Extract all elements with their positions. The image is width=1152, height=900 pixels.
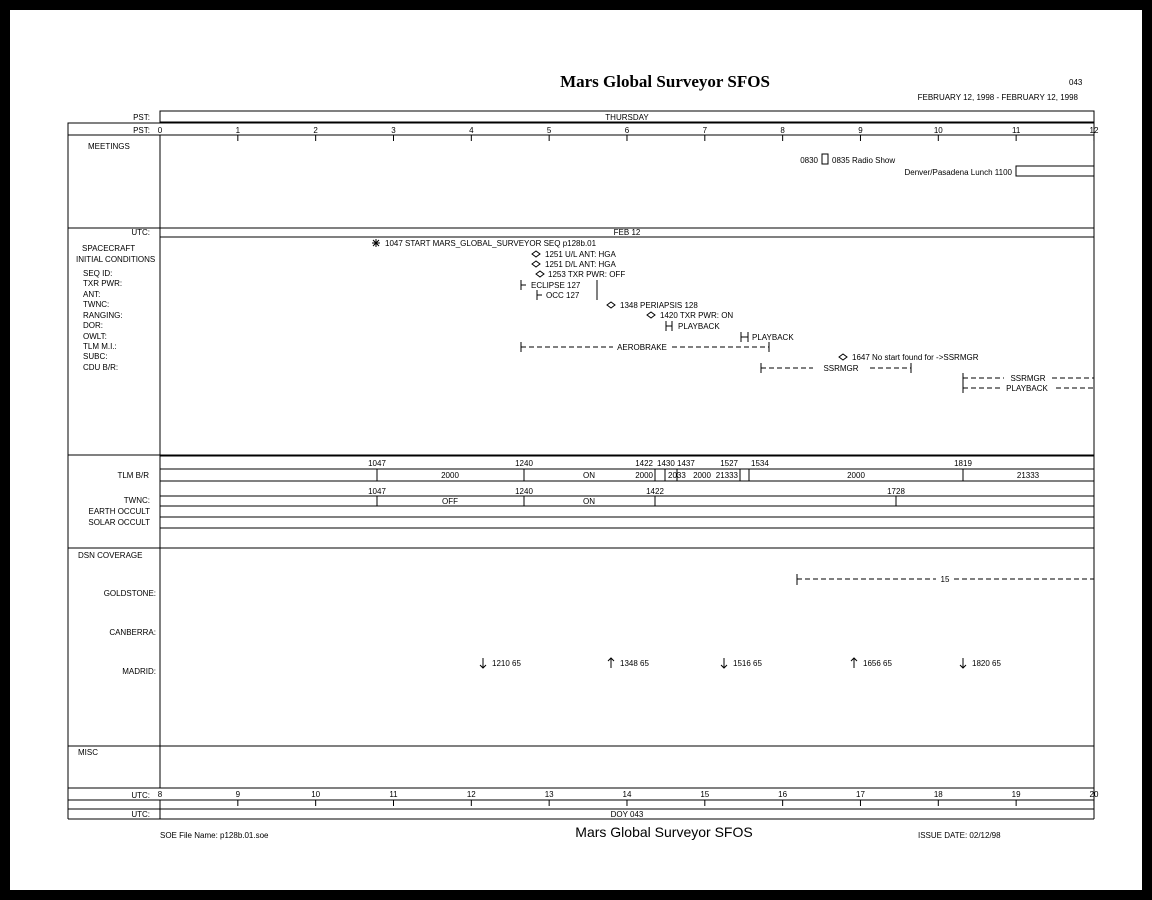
interval-label: SSRMGR (1010, 374, 1046, 383)
tlm-value: 2000 (441, 471, 459, 480)
event-text: 1647 No start found for ->SSRMGR (852, 353, 979, 362)
pst-day-value: THURSDAY (605, 113, 649, 122)
tlm-time: 1422 (635, 459, 653, 468)
madrid-event: 1656 65 (863, 659, 892, 668)
event-start-seq: 1047 START MARS_GLOBAL_SURVEYOR SEQ p128b.01 (385, 239, 597, 248)
pst-tick-label: 2 (313, 126, 318, 135)
tlm-value: 2000 (635, 471, 653, 480)
date-range: FEBRUARY 12, 1998 - FEBRUARY 12, 1998 (917, 93, 1078, 102)
pst-tick-label: 8 (780, 126, 785, 135)
utc-tick-label: 10 (311, 790, 321, 799)
madrid-event: 1348 65 (620, 659, 649, 668)
pst-tick-label: 7 (702, 126, 708, 135)
pst-day-label: PST: (133, 113, 150, 122)
tlm-time: 1819 (954, 459, 972, 468)
utc-tick-label: 11 (389, 790, 398, 799)
goldstone-pass-label: 15 (940, 575, 950, 584)
tlm-value: 2033 (668, 471, 686, 480)
meeting-radio-show: 0835 Radio Show (832, 156, 896, 165)
pst-tick-label: 4 (469, 126, 474, 135)
spacecraft-label: TXR PWR: (83, 279, 123, 288)
twnc-time: 1422 (646, 487, 664, 496)
spacecraft-label: SUBC: (83, 352, 108, 361)
spacecraft-label: INITIAL CONDITIONS (76, 255, 156, 264)
pst-tick-label: 0 (157, 126, 163, 135)
doy-row-label: UTC: (131, 810, 150, 819)
dsn-station-label: MADRID: (122, 667, 156, 676)
doy-row-value: DOY 043 (610, 810, 644, 819)
meeting-start: 0830 (800, 156, 818, 165)
spacecraft-label: ANT: (83, 290, 101, 299)
spacecraft-label: TLM M.I.: (83, 342, 117, 351)
soe-file-name: SOE File Name: p128b.01.soe (160, 831, 269, 840)
madrid-event: 1820 65 (972, 659, 1001, 668)
misc-label: MISC (78, 748, 98, 757)
twnc-time: 1240 (515, 487, 533, 496)
spacecraft-label: TWNC: (83, 300, 110, 309)
earth-occult-label: EARTH OCCULT (88, 507, 150, 516)
interval-label: PLAYBACK (678, 322, 720, 331)
interval-label: AEROBRAKE (617, 343, 667, 352)
pst-tick-label: 9 (858, 126, 863, 135)
dsn-station-label: CANBERRA: (109, 628, 156, 637)
tlm-time: 1534 (751, 459, 769, 468)
event-text: 1420 TXR PWR: ON (660, 311, 734, 320)
utc-day-value: FEB 12 (613, 228, 641, 237)
twnc-time: 1728 (887, 487, 905, 496)
tlm-br-label: TLM B/R (117, 471, 149, 480)
tlm-value: 21333 (715, 471, 738, 480)
event-text: 1253 TXR PWR: OFF (548, 270, 626, 279)
spacecraft-label: OWLT: (83, 332, 107, 341)
pst-tick-label: 12 (1089, 126, 1099, 135)
pst-tick-label: 11 (1011, 126, 1021, 135)
event-text: 1348 PERIAPSIS 128 (620, 301, 698, 310)
spacecraft-label: DOR: (83, 321, 103, 330)
twnc-value: OFF (442, 497, 458, 506)
tlm-value: 2000 (693, 471, 711, 480)
utc-tick-label: 14 (622, 790, 632, 799)
pst-tick-label: 10 (933, 126, 943, 135)
utc-tick-label: 18 (933, 790, 943, 799)
tlm-value: 21333 (1016, 471, 1040, 480)
tlm-time: 1437 (677, 459, 695, 468)
tlm-time: 1430 (657, 459, 675, 468)
pst-tick-label: 3 (391, 126, 396, 135)
meeting-lunch: Denver/Pasadena Lunch 1100 (904, 168, 1012, 177)
dsn-station-label: GOLDSTONE: (103, 589, 156, 598)
spacecraft-label: RANGING: (83, 311, 123, 320)
spacecraft-label: CDU B/R: (83, 363, 119, 372)
tlm-time: 1527 (720, 459, 738, 468)
pst-axis-label: PST: (133, 126, 150, 135)
utc-tick-label: 20 (1089, 790, 1099, 799)
interval-label: PLAYBACK (1006, 384, 1048, 393)
event-text: 1251 U/L ANT: HGA (545, 250, 616, 259)
tlm-time: 1047 (368, 459, 386, 468)
issue-date: ISSUE DATE: 02/12/98 (918, 831, 1001, 840)
utc-tick-label: 17 (856, 790, 865, 799)
utc-tick-label: 12 (466, 790, 476, 799)
utc-tick-label: 9 (235, 790, 241, 799)
pst-tick-label: 5 (546, 126, 552, 135)
pst-tick-label: 1 (235, 126, 241, 135)
tlm-time: 1240 (515, 459, 533, 468)
utc-tick-label: 15 (700, 790, 710, 799)
utc-tick-label: 19 (1011, 790, 1021, 799)
utc-axis-label: UTC: (131, 791, 150, 800)
madrid-event: 1516 65 (733, 659, 762, 668)
doy-number: 043 (1069, 78, 1083, 87)
event-text: 1251 D/L ANT: HGA (545, 260, 616, 269)
interval-label: SSRMGR (823, 364, 859, 373)
utc-tick-label: 13 (544, 790, 554, 799)
interval-label: PLAYBACK (752, 333, 794, 342)
tlm-value: ON (583, 471, 595, 480)
utc-tick-label: 16 (778, 790, 788, 799)
dsn-coverage-label: DSN COVERAGE (78, 551, 143, 560)
spacecraft-label: SPACECRAFT (82, 244, 136, 253)
page-title: Mars Global Surveyor SFOS (560, 72, 770, 91)
pst-tick-label: 6 (624, 126, 630, 135)
tlm-value: 2000 (847, 471, 865, 480)
twnc-label: TWNC: (123, 496, 150, 505)
solar-occult-label: SOLAR OCCULT (88, 518, 150, 527)
madrid-event: 1210 65 (492, 659, 521, 668)
interval-label: OCC 127 (546, 291, 580, 300)
twnc-value: ON (583, 497, 595, 506)
interval-label: ECLIPSE 127 (531, 281, 581, 290)
twnc-time: 1047 (368, 487, 386, 496)
spacecraft-label: SEQ ID: (83, 269, 113, 278)
meetings-label: MEETINGS (88, 142, 130, 151)
utc-day-label: UTC: (131, 228, 150, 237)
utc-tick-label: 8 (157, 790, 163, 799)
footer-title: Mars Global Surveyor SFOS (575, 824, 753, 840)
